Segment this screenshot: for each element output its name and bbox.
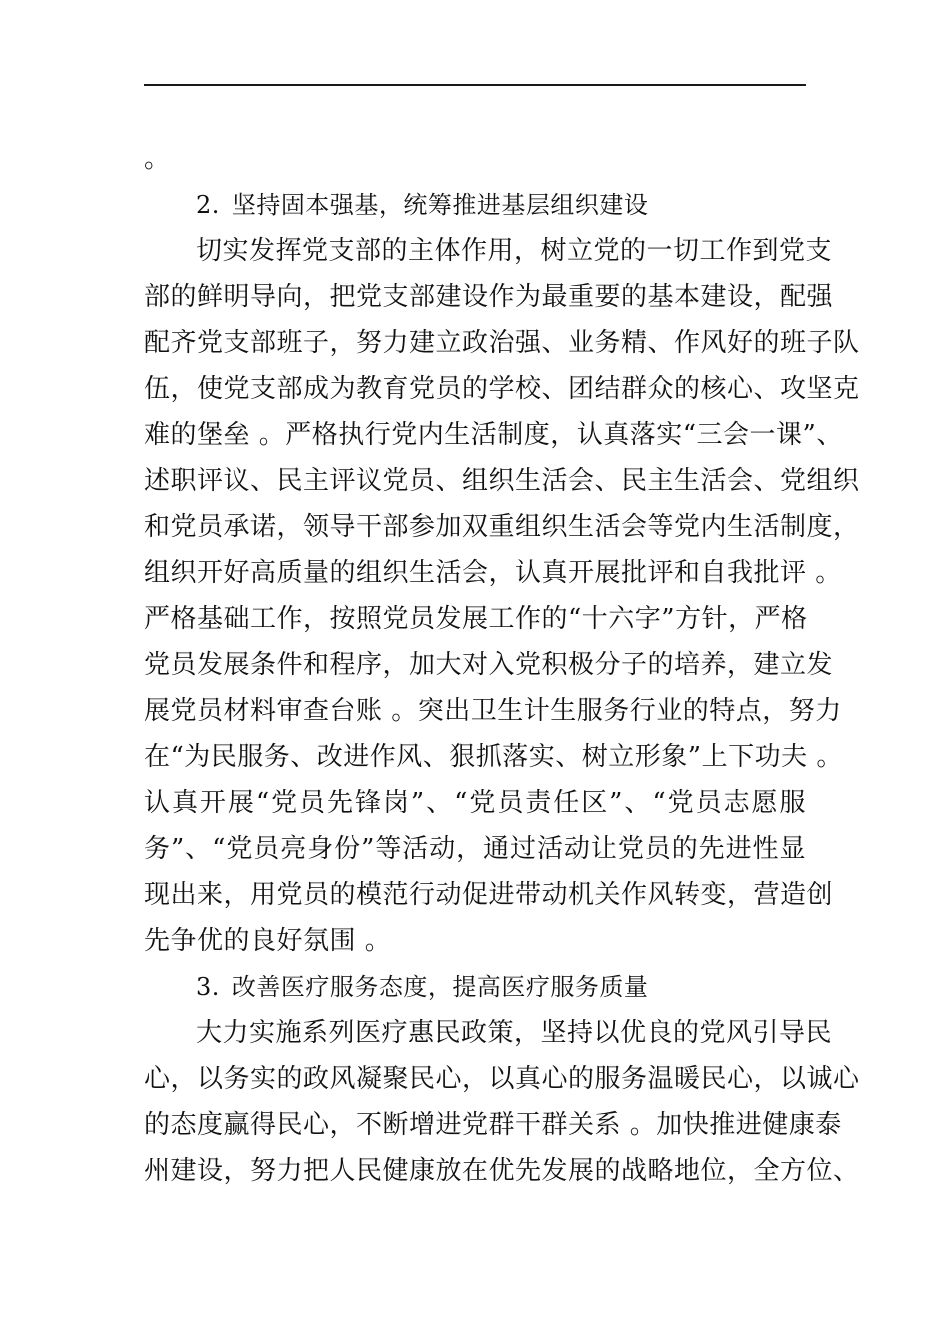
paragraph-line: 切实发挥党支部的主体作用，树立党的一切工作到党支 xyxy=(196,236,833,266)
paragraph-line: 组织开好高质量的组织生活会，认真开展批评和自我批评 。 xyxy=(144,558,842,588)
section-number: 2. xyxy=(196,191,220,219)
paragraph-line: 先争优的良好氛围 。 xyxy=(144,926,392,956)
paragraph-line: 在“为民服务、改进作风、狠抓落实、树立形象”上下功夫 。 xyxy=(144,742,843,772)
section-heading-3 xyxy=(144,964,806,1010)
section-title: 坚持固本强基，统筹推进基层组织建设 xyxy=(231,191,649,219)
section-title: 改善医疗服务态度，提高医疗服务质量 xyxy=(231,973,649,1001)
paragraph-line: 述职评议、民主评议党员、组织生活会、民主生活会、党组织 xyxy=(144,466,860,496)
paragraph-line: 难的堡垒 。严格执行党内生活制度，认真落实“三会一课”、 xyxy=(144,420,843,450)
paragraph-line: 的态度赢得民心，不断增进党群干群关系 。加快推进健康泰 xyxy=(144,1110,842,1140)
paragraph-line: 心，以务实的政风凝聚民心，以真心的服务温暖民心，以诚心 xyxy=(144,1064,860,1094)
paragraph-line: 部的鲜明导向，把党支部建设作为最重要的基本建设，配强 xyxy=(144,282,834,312)
document-body xyxy=(144,136,860,1194)
paragraph-line: 伍，使党支部成为教育党员的学校、团结群众的核心、攻坚克 xyxy=(144,374,860,404)
header-rule xyxy=(144,84,806,86)
paragraph-line: 展党员材料审查台账 。突出卫生计生服务行业的特点，努力 xyxy=(144,696,842,726)
paragraph-line: 现出来，用党员的模范行动促进带动机关作风转变，营造创 xyxy=(144,880,834,910)
section-number: 3. xyxy=(196,973,220,1001)
paragraph-line: 和党员承诺，领导干部参加双重组织生活会等党内生活制度， xyxy=(144,512,860,542)
paragraph-line: 配齐党支部班子，努力建立政治强、业务精、作风好的班子队 xyxy=(144,328,860,358)
section-heading-2 xyxy=(144,182,806,228)
paragraph-line: 务”、“党员亮身份”等活动，通过活动让党员的先进性显 xyxy=(144,834,806,864)
paragraph-line: 大力实施系列医疗惠民政策，坚持以优良的党风引导民 xyxy=(196,1018,833,1048)
paragraph-line: 认真开展“党员先锋岗”、“党员责任区”、“党员志愿服 xyxy=(144,788,806,818)
paragraph-line: 党员发展条件和程序，加大对入党积极分子的培养，建立发 xyxy=(144,650,834,680)
leading-fragment: 。 xyxy=(144,144,171,174)
paragraph-line: 州建设，努力把人民健康放在优先发展的战略地位，全方位、 xyxy=(144,1156,860,1186)
paragraph-line: 严格基础工作，按照党员发展工作的“十六字”方针，严格 xyxy=(144,604,808,634)
